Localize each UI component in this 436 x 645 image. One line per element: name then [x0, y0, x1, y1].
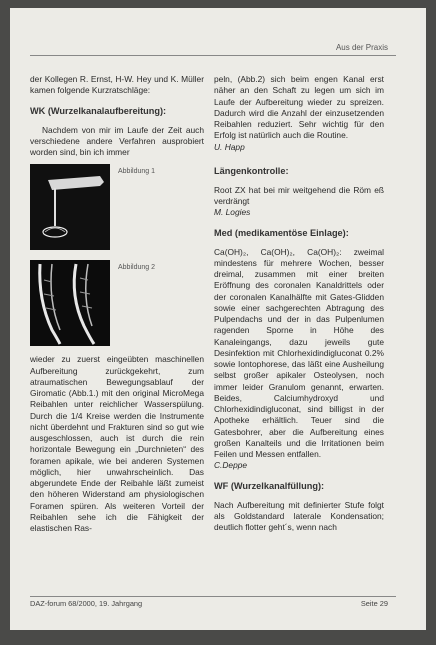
header-divider [30, 55, 396, 56]
figure-1 [30, 164, 204, 250]
left-column [30, 74, 204, 534]
right-column [214, 74, 384, 533]
figure-1-caption: Abbildung 1 [118, 168, 155, 176]
footer-journal: DAZ-forum 68/2000, 19. Jahrgang [30, 599, 143, 608]
figure-2 [30, 260, 204, 346]
paragraph-med: Ca(OH)₂, Ca(OH)₂, Ca(OH)₂: zweimal mindestens für mehrere Wochen, besser dreimal, zusammen mit einer breiten Eröffnung des coronalen Kanaldrittels oder der coronalen Kanalhälfte mit Gates-Glidden sowie einer sachgerechten Abtragung des Pulpendachs und der in das Pulpenlumen ragenden Sporne in Höhe des Kanaleingangs, dazu jeweils gute Desinfektion mit Chlorhexidindigluconat 0.2% sowie Iontophorese, das läßt eine Ausheilung selbst großer apikaler Osteolysen, noch immer leider Granulom genannt, erwarten. Beides, Calciumhydroxyd und Chlorhexidindigluconat, sind billigst in der Apotheke erhältlich. Teuer sind die Gatesbohrer, aber die Aufbereitung eines großen Kanalteils und die Irritationen beim Feilen und Messen entfallen. [214, 246, 384, 459]
author-deppe: C.Deppe [214, 460, 248, 471]
paragraph-wk-2: wieder zu zuerst eingeübten maschinellen Aufbereitung zurückgekehrt, zum atraumatischen Bewegungsablauf der Giromatic (Abb.1.) mit den original MicroMega Reibahlen unter reichlicher Wasserspülung. Durch die 1/4 Kreise werden die Instrumente nicht überdehnt und Frakturen sind so gut wie ausgeschlossen, auch ist durch die rein horizontale Bewegung ein „Durchnieten“ des foramen apikale, wie bei anderen Systemen möglich, hier unwahrscheinlich. Das abgerundete Ende der Reibahle läßt zumeist den höheren Widerstand am physiologischen Foramen spüren. Als weiteren Vorteil der Reibahlen sehe ich die Fähigkeit der elastischen Ras- [30, 354, 204, 533]
page [10, 8, 426, 630]
paragraph-wk-1: Nachdem von mir im Laufe der Zeit auch verschiedene andere Verfahren ausprobiert worden sind, bin ich immer [30, 124, 204, 157]
section-header: Aus der Praxis [335, 43, 388, 52]
figure-2-image [30, 260, 110, 346]
author-logies: M. Logies [214, 207, 251, 218]
section-heading-wk: WK (Wurzelkanalaufbereitung): [30, 105, 167, 116]
section-heading-med: Med (medikamentöse Einlage): [214, 227, 349, 238]
paragraph-right-1: peln, (Abb.2) sich beim engen Kanal erst näher an den Schaft zu legen um sich im Laufe der Aufbereitung wieder zu spreizen. Dadurch wird die Anzahl der einzusetzenden Reibahlen reduziert. Sehr wichtig für den Erfolg ist natürlich auch die Routine. [214, 74, 384, 141]
handpiece-illustration [30, 164, 110, 250]
intro-paragraph: der Kollegen R. Ernst, H-W. Hey und K. Müller kamen folgende Kurzratschläge: [30, 74, 204, 96]
figure-2-caption: Abbildung 2 [118, 264, 155, 272]
reamer-illustration [30, 260, 110, 346]
paragraph-laengenkontrolle: Root ZX hat bei mir weitgehend die Röm eß verdrängt [214, 184, 384, 206]
author-happ: U. Happ [214, 141, 245, 152]
section-heading-laengenkontrolle: Längenkontrolle: [214, 165, 289, 176]
paragraph-wf: Nach Aufbereitung mit definierter Stufe folgt als Goldstandard laterale Kondensation; deutlich flotter geht´s, wenn nach [214, 499, 384, 532]
footer-page-number: Seite 29 [360, 599, 388, 608]
footer-divider [30, 596, 396, 597]
section-heading-wf: WF (Wurzelkanalfüllung): [214, 480, 325, 491]
figure-1-image [30, 164, 110, 250]
